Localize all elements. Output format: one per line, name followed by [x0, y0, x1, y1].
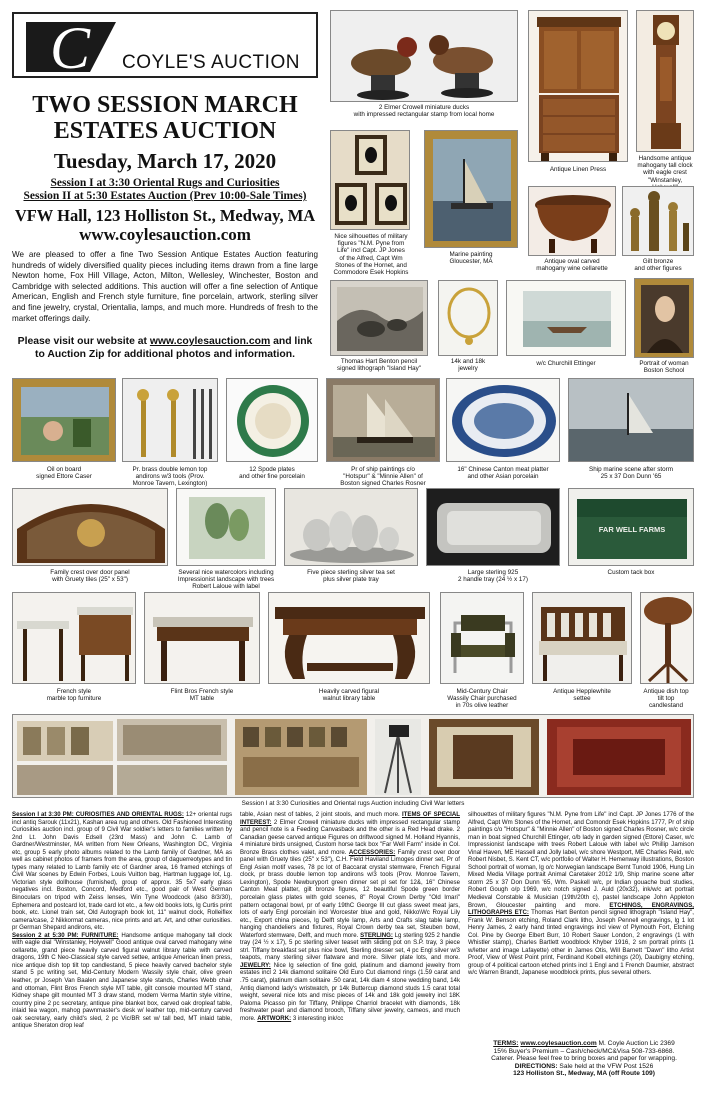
auction-date: Tuesday, March 17, 2020	[53, 149, 277, 173]
caption-library-table: Heavily carved figural walnut library table	[318, 688, 380, 703]
tack-box-label: FAR WELL FARMS	[598, 525, 666, 534]
body-accessories-lead: ACCESSORIES:	[348, 848, 396, 856]
directions-address: 123 Holliston St., Medway, MA (off Route 109)	[513, 1070, 655, 1078]
caption-jewelry: 14k and 18k jewelry	[450, 358, 486, 373]
body-session2-lead: Session 2 at 5:30 PM: FURNITURE:	[12, 931, 119, 939]
terms-website-link[interactable]: www.coylesauction.com	[520, 1040, 597, 1047]
body-special-text: 2 Elmer Crowell miniature ducks with impressed rectangular stamp and pencil note is a Feeding Canvasback and the other is a Red Head drake. 2 Canadian geese carved antique Figures on driftwood signed M. Holland Hyannis, 4 miniature birds unsigned, Custom horse tack box "Far Well Farm" inside in Col. Bronze Brass clothes valet, and more.	[240, 818, 460, 856]
directions-line	[474, 1063, 694, 1071]
body-session1-lead: Session I at 3:30 PM: CURIOSITIES AND ORIENTAL RUGS:	[12, 811, 184, 818]
photo-french-tables	[12, 592, 136, 684]
svg-text:C: C	[50, 18, 91, 74]
caption-tack-box: Custom tack box	[607, 569, 655, 576]
caption-settee: Antique Hepplewhite settee	[553, 688, 611, 703]
photo-jewelry	[438, 280, 498, 356]
photo-dish-top-stand	[640, 592, 694, 684]
body-session2-text: Handsome antique mahogany tall clock with eagle dial "Winstanley, Holywell" Good antique oval carved mahogany wine cellarette, grand piece heavily carved figural walnut library table with carved dragons, 19th C Neo-Classical style carved settee, antique American linen press, nice antique dish top tilt top candlestand, 5 piece heavily carved bachelor style stand 5 pc writing set, Mid-Century Modern Wassily style chair, olive green leather, pr Joseph Van Baalen and Japanese style stands, Charles Webb chair and ottoman, Flint Bros French style MT table, gilt console mounted MT stand, Kidney shape gilt mounted MT 3 draw stand, modern Verma Martin style vitrine, country pine 2 pc secretary, antique pine blanket box, carved oak dropleaf table, inlaid tea wagon, mahog pawnmaster's desk w/ leather top, mid-century carved oak secretary, early child's sled, 2 pc Vic/BR set w/ tall bed, MT inlaid table, antique Sheraton drop leaf	[12, 931, 232, 1030]
caption-wassily: Mid-Century Chair Wassily Chair purchased in 70s olive leather	[447, 688, 517, 710]
caption-oil-board: Oil on board signed Ettore Caser	[36, 466, 92, 481]
photo-linen-press	[528, 10, 628, 162]
caption-watercolors: Several nice watercolors including Impressionist landscape with trees Robert Laloue with label	[177, 569, 275, 591]
body-column-1	[12, 811, 232, 1079]
photo-ship-paintings	[326, 378, 440, 462]
terms-footer	[474, 1040, 694, 1078]
session-1-time: Session I at 3:30 Oriental Rugs and Curiosities	[50, 177, 280, 189]
body-artwork-continued: silhouettes of military figures "N.M. Pyne from Life" incl Capt. JP Jones 1776 of the Alfred, Capt Wm Stones of the Hornet, and Comondr Esek Hopkins 1777, Pr of ship paintings c/o "Hotspur" & "Minnie Allen" of Boston signed Charles Rosner, w/c circle man in boat signed Churchill Ettinger, o/b lady in garden signed (Ettore) Caser, w/c Impressionist landscape with trees Robert Laloue with label w/c Phillip Jamison Vinal Haven, ME Hassell and Jolly label, w/c shore Westport, ME Charles Reid, w/c Robert Nisbet, S. Kent CT, w/c portfolio of Walter H. Hemenway illustrations, Boston School portrait of woman, lg o/c Norwegian landscape Bernt Tunold 1906, Hung Lin Mixed Media Village portrait Animal Caretaker 2012 1/9, Ship marine scene after storm 25 x 37 Don Dunn '65, Wm. Paskell w/c, pr Indian gouache bud studies, Robert Gough o/p 1969, w/c notch signed J. Auld (20x32), ink/w/c art portrait Medieval Constable & Musician (19th/20th c), pastel landscape John Appleton Brown, Gloucester painting and more.	[468, 811, 694, 909]
caption-ship-paintings: Pr of ship paintings c/o "Hotspur" & "Minnie Allen" of Boston signed Charles Rosner	[340, 466, 426, 488]
caption-silhouettes: Nice silhouettes of military figures "N.M. Pyne from Life" incl Capt. JP Jones of the Alfred, Capt Wm Stones of the Hornet, and Commodore Esek Hopkins	[333, 233, 409, 277]
body-sterling-lead: STERLING:	[360, 931, 393, 939]
photo-sterling-tray	[426, 488, 560, 566]
body-special-lead: ITEMS OF SPECIAL INTEREST:	[240, 811, 460, 826]
caption-benton: Thomas Hart Benton pencil signed lithograph "Island Hay"	[337, 358, 421, 373]
photo-tall-clock	[636, 10, 694, 152]
brand-logo	[12, 12, 318, 78]
session-2-time: Session II at 5:30 Estates Auction (Prev 10:00-Sale Times)	[23, 190, 307, 202]
body-etchings-lead: ETCHINGS, ENGRAVINGS, LITHOGRAPHS ETC:	[468, 901, 694, 917]
terms-line	[474, 1040, 694, 1048]
title-line-2: ESTATES AUCTION	[53, 118, 277, 144]
intro-paragraph: We are pleased to offer a fine Two Session Antique Estates Auction featuring hundreds of widely diversified quality pieces including items drawn from a fine large Newton home, Fox Hill Village, Acton, Milton, Wellesley, Winchester, Boston and Cambridge with selected additions. This auction will offer a fine selection of Antique American, English and French style furniture, fine porcelain, artwork, sterling silver and fine jewelry, crystal, Orientalia, lamps, and much more. Hundreds of fresh to the market offerings daily.	[12, 250, 318, 323]
body-column-2	[240, 811, 460, 1079]
caption-portrait: Portrait of woman Boston School	[639, 360, 689, 375]
caption-flint-table: Flint Bros French style MT table	[170, 688, 234, 703]
directions-text: Sale held at the VFW Post 1526	[557, 1062, 654, 1070]
body-etchings-text: Thomas Hart Benton pencil signed lithograph "Island Hay", Frank W. Benson etching, Roland Clark litho, Joseph Pennell engravings, lg 1 lot Henry James, 2 early hand tinted engravings incl view of Plymouth Fort, Etching Col. Pine by George Elbert Burr, 10 Robert Sauer London, 2 engravings (1 with Whistler stamp), Charles Bartlett woodblock Khyber 1916, 2 sm portrait prints (1 w/letter and image Lafayette) other in James Otis, Will Barnett "Dawn" litho Artist Proof, View of West Point print, Ferdinand Kobell etchings (20), Daubigny etching, group of 4 political cartoon etched prints incl 1 Engl and 1 French Daumier, abstract w/c Warren Brandt, Japanese woodblock prints, plus several others.	[468, 909, 694, 977]
caption-dish-top: Antique dish top tilt top candlestand	[643, 688, 689, 710]
photo-bronze-figures	[622, 186, 694, 256]
caption-ducks: 2 Elmer Crowell miniature ducks with impressed rectangular stamp from local home	[353, 104, 495, 119]
photo-flint-table	[144, 592, 260, 684]
caption-bronze: Gilt bronze and other figures	[634, 258, 682, 273]
photo-oil-board	[12, 378, 116, 462]
caption-french-tables: French style marble top furniture	[46, 688, 102, 703]
photo-door-panel	[12, 488, 168, 566]
visit-link[interactable]: www.coylesauction.com	[149, 336, 271, 347]
venue: VFW Hall, 123 Holliston St., Medway, MA	[14, 206, 316, 225]
photo-library-table	[268, 592, 430, 684]
body-sterling-text: Lg sterling 925 2 handle tray (24 ½ x 17), 5 pc sterling silver teaset with sliding pot on S.P. tray, 3 piece strl. Tiffany breakfast set plus nice bowl, Sterling dresser set, 4 pc Engl silver w/3 teapots, many sterling silver flatware and more. Silver plate lots, and more.	[240, 931, 460, 962]
caption-andirons: Pr. brass double lemon top andirons w/3 tools (Prov. Monroe Tavern, Lexington)	[132, 466, 208, 488]
caption-linen-press: Antique Linen Press	[549, 166, 607, 173]
terms-caterer: Caterer. Please feel free to bring boxes and paper for wrapping.	[491, 1055, 677, 1063]
caption-tea-set: Five piece sterling silver tea set plus silver plate tray	[307, 569, 395, 584]
directions-label: DIRECTIONS:	[514, 1062, 558, 1070]
body-col2-paragraph	[240, 811, 460, 1022]
website-heading[interactable]: www.coylesauction.com	[79, 225, 251, 244]
caption-door-panel: Family crest over door panel with Gruety tiles (25" x 53")	[50, 569, 130, 584]
terms-premium: 15% Buyer's Premium – Cash/check/MC&Visa 508-733-6868.	[493, 1047, 675, 1055]
caption-ship-storm: Ship marine scene after storm 25 x 37 Don Dunn '65	[589, 466, 673, 481]
photo-spode-plates	[226, 378, 318, 462]
body-jewelry-text: Nice lg selection of fine gold, platinum and diamond jewelry from estates incl 2 14k diamond solitaire Old Euro Cut diamond rings (1.59 carat and .75 carat), platinum diam solitaire .50 carat, 14k diam 4 stone wedding band, 14k Antiq diamond lady's wristwatch, pr 14k Buttercup diamond studs 1.5 carat total weight, several nice lots and misc pieces of 14k and 18k gold jewelry incl 18K Paloma Picasso pin for Tiffany, Philippe Charriol bracelet with diamonds, 18k freshwater pearl and diamond brooch, Tiffany silver jewelry, cameos, and much more.	[240, 961, 460, 1022]
photo-ship-storm	[568, 378, 694, 462]
body-session2-paragraph	[12, 932, 232, 1030]
caption-session1: Session I at 3:30 Curiosities and Oriental rugs Auction including Civil War letters	[241, 800, 465, 807]
body-session1-paragraph	[12, 811, 232, 932]
caption-canton: 16" Chinese Canton meat platter and other Asian porcelain	[457, 466, 549, 481]
caption-cellarette: Antique oval carved mahogany wine cellarette	[536, 258, 608, 273]
photo-tea-set	[284, 488, 418, 566]
photo-crowell-ducks	[330, 10, 518, 102]
body-col3-paragraph	[468, 811, 694, 977]
body-session1-text: 12+ oriental rugs incl antiq Sarouk (11x21), Kashan area rug and others. Old Fashioned Interesting Curiosities auction incl. group of 9 Civil War soldier's letters to families written by 2nd Lt. John Davis Edsell (23rd Mass) and John C. Lamb of Gardner/Westminster, MA written from New Orleans, Washington DC, Virginia etc, group 5 early photo albums related to the Lamb family of Gardner, MA as well as cabinet photos of framers from the area, group of daguerreotypes and tin types many related to Lamb family etc of Gardner area, 16 framed etchings of Civil War scenes by Edwin Forbes, Louis Vuitton bag, Hartman luggage lot, Lg. Victorian style dollhouse (furnished), group of approx. 35 5x7 early glass negatives incl. Boston, Concord, Medford etc., good pair of West German Binoculars on tripod with Zeiss lenses, Win Tyne Woodcock (also 8/3/30), Ephemera and postcard lot, trade card lot etc., a few old books lots, lg Curtis print book, etc. Lionel train set, Old Autograph book lot, 11" walnut clock, Rolleiflex camera/case, 2 Nikkormat cameras, nice prints and art. Art, and other curiosities. pr German Shepard andirons, etc.	[12, 811, 232, 932]
caption-marine: Marine painting Gloucester, MA	[449, 251, 493, 266]
caption-tall-clock: Handsome antique mahogany tall clock with eagle crest "Winstanley,	[637, 155, 693, 184]
photo-wassily-chair	[440, 592, 524, 684]
caption-ettinger: w/c Churchill Ettinger	[536, 360, 596, 367]
visit-post: and link to Auction Zip for additional photos and information.	[35, 336, 313, 360]
coyle-c-logo-icon	[20, 18, 118, 74]
body-accessories-text: Family crest over door panel with Gruety tiles (25" x 53"), C.H. Field Haviland Limoges dinner set, Pr of Engl Asian motif vases, 78 pc lot of Baccarat crystal stemware, French Figural clock, pr brass double lemon top andirons w/3 tools (Prov. Monroe Tavern, Lexington), Spode Newburyport green dinner set pl set for 12&, 16" Chinese Canton Meat platter, gilt bronze figures, 12 beautiful Spode green border porcelain glass plates with gold scenes, 8" Royal Crown Derby "Old Imari" pattern octagonal bowl, pr of early 19thC George III cut glass sweet meat jars, lots of early Engl porcelain incl Worcester blue and gold, Nikko\Wc Royal Lily etc., Export china pieces, lg Delft style lamp, Arts and Crafts slag table lamp, hanging chandeliers and fixtures, Royal Crown derby tea set, Steuben bowl, Waterford stemware, Delft, and much more.	[240, 848, 460, 939]
caption-tray: Large sterling 925 2 handle tray (24 ½ x 17)	[457, 569, 528, 584]
photo-canton-platter	[446, 378, 560, 462]
photo-brass-andirons	[122, 378, 218, 462]
photo-session1-collage	[12, 714, 694, 798]
visit-pre: Please visit our website at	[17, 336, 150, 347]
body-jewelry-lead: JEWELRY:	[240, 961, 271, 969]
caption-spode: 12 Spode plates and other fine porcelain	[239, 466, 305, 481]
body-artwork-text: 3 interesting ink/cc	[291, 1014, 344, 1022]
body-col2-continuation: table, Asian nest of tables, 2 joint stools, and much more.	[240, 811, 402, 818]
photo-marine-painting	[424, 130, 518, 248]
terms-label: TERMS:	[493, 1040, 519, 1047]
terms-license: M. Coyle Auction Lic 2369	[596, 1040, 675, 1047]
photo-silhouettes	[330, 130, 410, 230]
body-column-3	[468, 811, 694, 1039]
photo-wine-cellarette	[528, 186, 616, 256]
body-artwork-lead: ARTWORK:	[257, 1014, 292, 1022]
photo-hepplewhite-settee	[532, 592, 632, 684]
photo-watercolors	[176, 488, 276, 566]
brand-name: COYLE'S AUCTION	[122, 52, 300, 73]
photo-benton-lithograph	[330, 280, 428, 356]
photo-ettinger-watercolor	[506, 280, 626, 356]
photo-portrait-woman	[634, 278, 694, 358]
title-line-1: TWO SESSION MARCH	[32, 92, 298, 118]
visit-website-note	[12, 336, 318, 361]
photo-tack-box	[568, 488, 694, 566]
